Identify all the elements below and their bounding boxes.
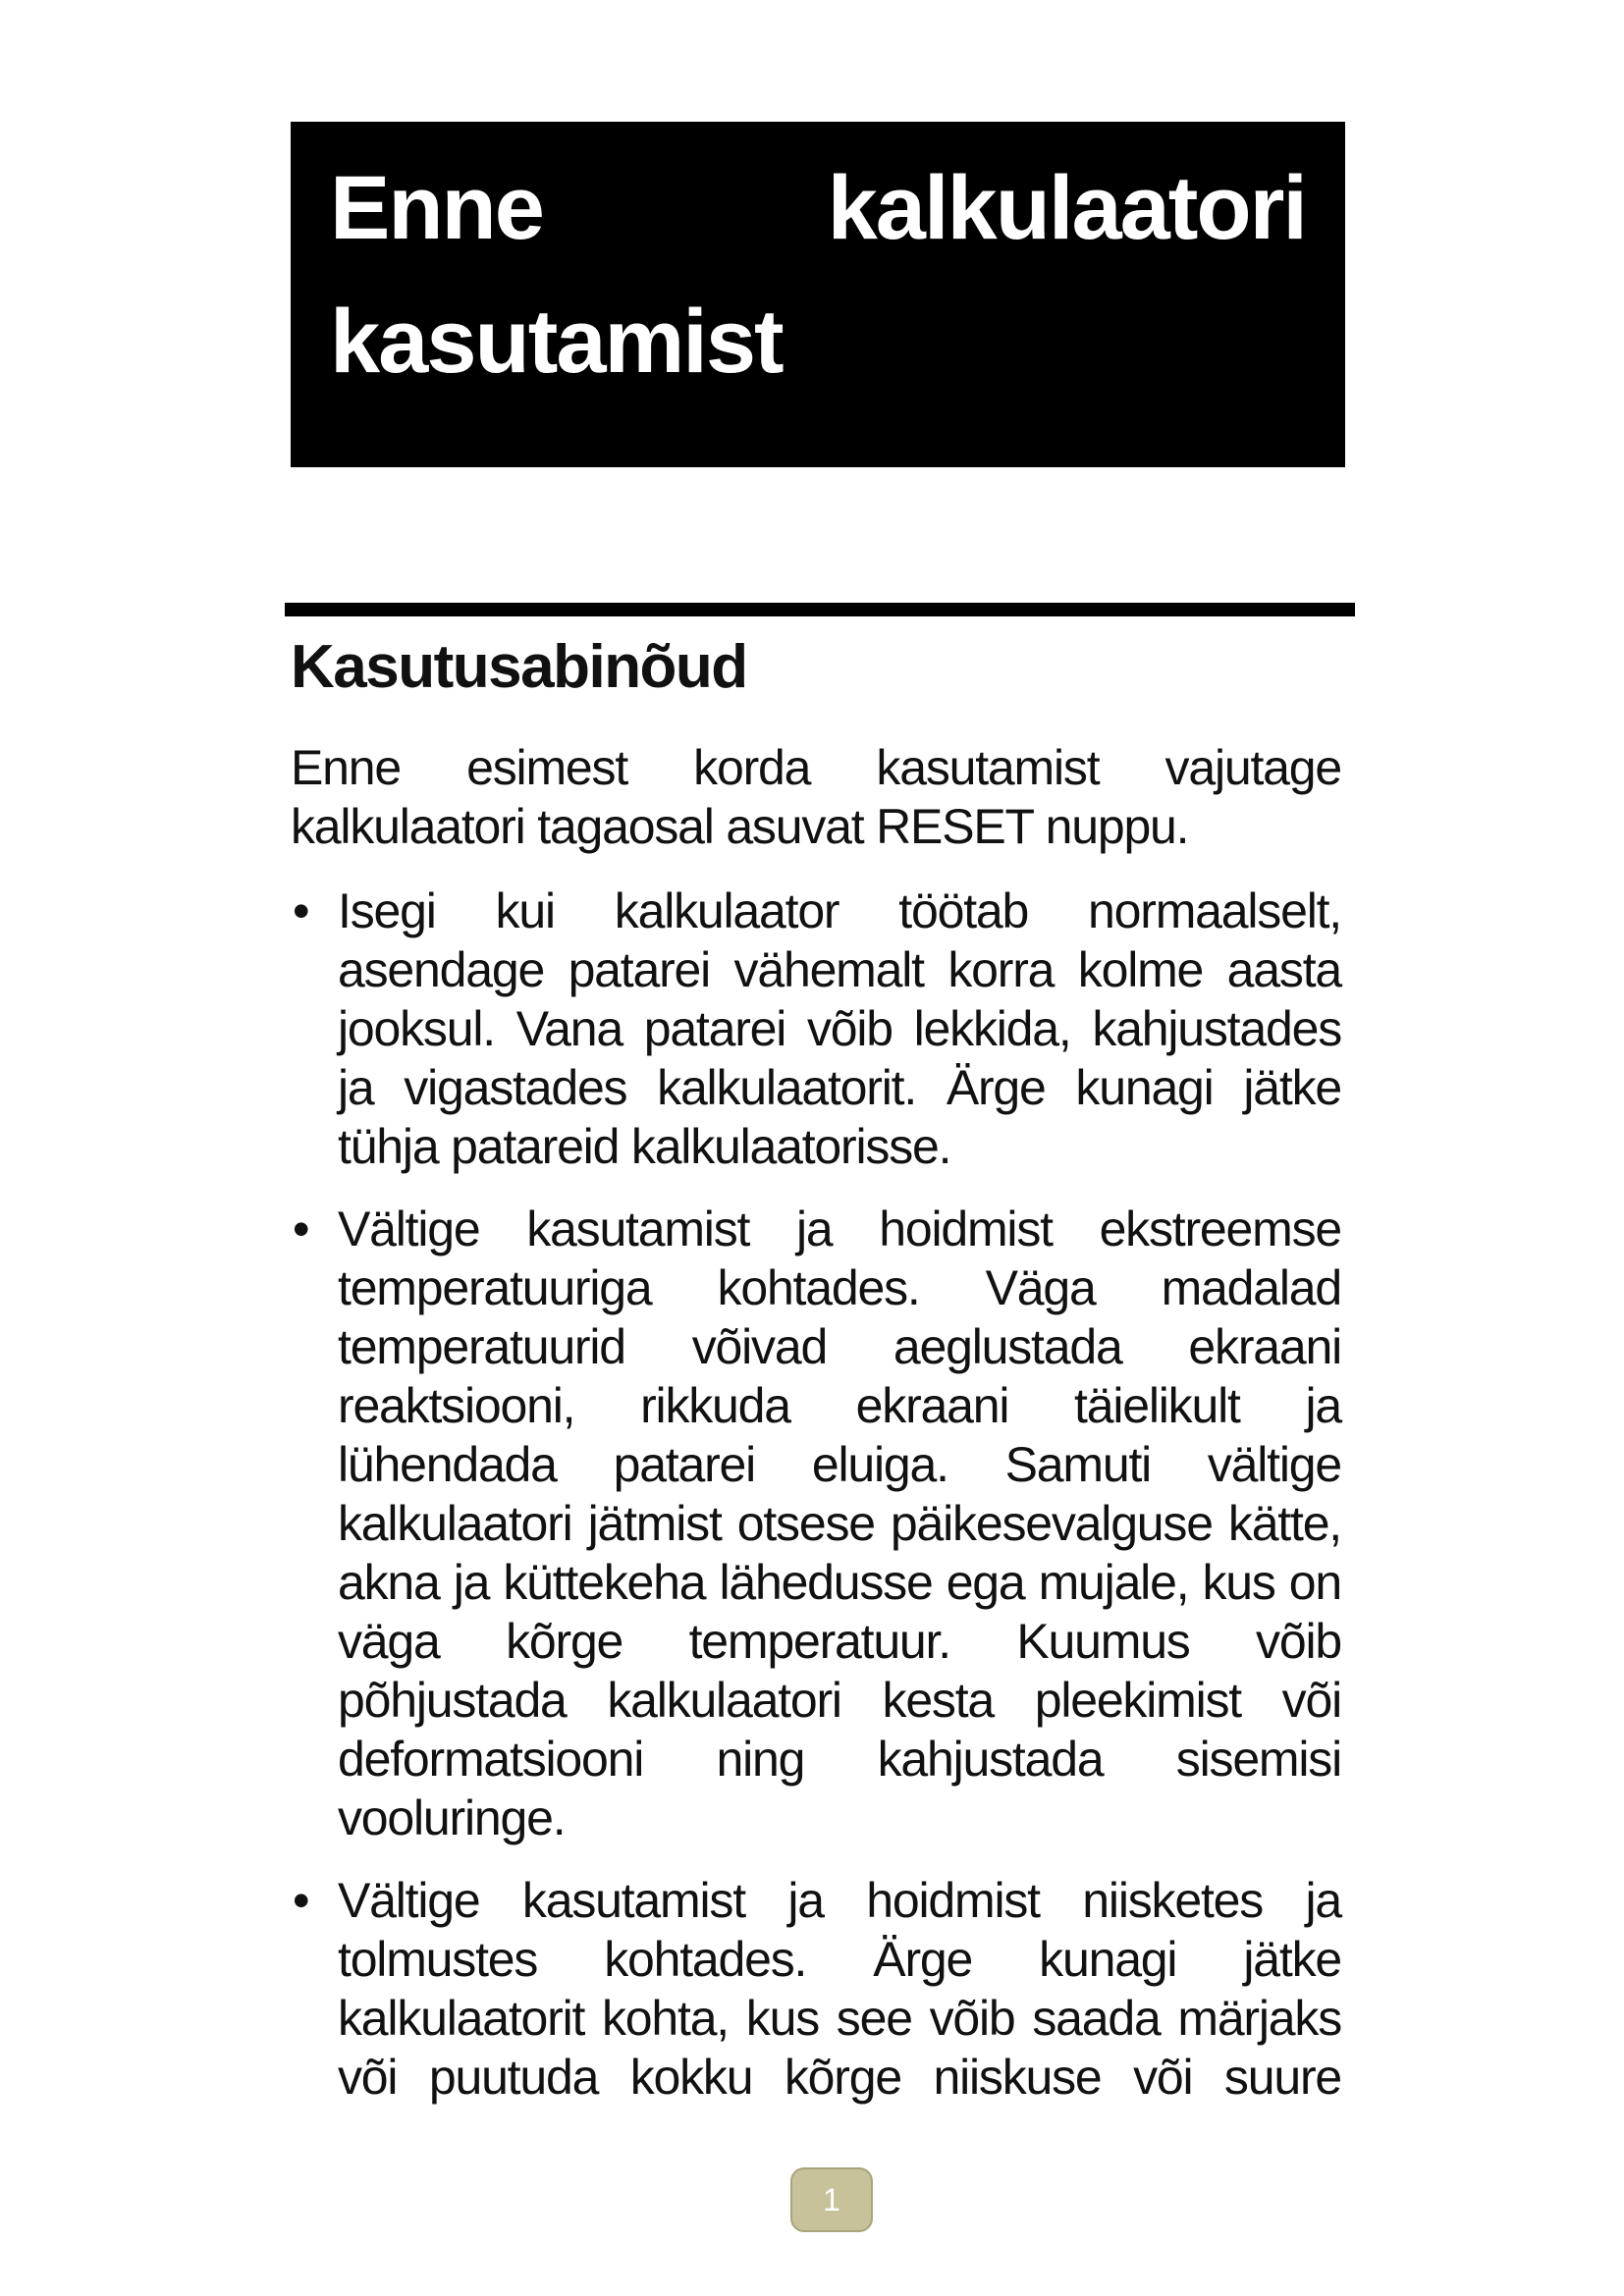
list-item xyxy=(291,1200,1341,1847)
section-body xyxy=(291,738,1341,2130)
list-item-text: Vältige kasutamist ja hoidmist ekstreemse temperatuuriga kohtades. Väga madalad temperatuurid võivad aeglustada ekraani reaktsiooni, rikkuda ekraani täielikult ja lühendada patarei eluiga. Samuti vältige kalkulaatori jätmist otsese päikesevalguse kätte, akna ja küttekeha lähedusse ega mujale, kus on väga kõrge temperatuur. Kuumus võib põhjustada kalkulaatori kesta pleekimist või deformatsiooni ning kahjustada sisemisi vooluringe. xyxy=(338,1201,1341,1845)
precautions-list xyxy=(291,881,1341,2107)
section-divider xyxy=(285,603,1355,616)
list-item-text: Vältige kasutamist ja hoidmist niisketes ja tolmustes kohtades. Ärge kunagi jätke kalkulaatorit kohta, kus see võib saada märjaks või puutuda kokku kõrge niiskuse või suure xyxy=(338,1873,1341,2105)
bullet-icon: • xyxy=(293,1201,309,1256)
title-block xyxy=(291,122,1345,467)
bullet-icon: • xyxy=(293,1873,309,1928)
intro-paragraph: Enne esimest korda kasutamist vajutage kalkulaatori tagaosal asuvat RESET nuppu. xyxy=(291,740,1341,854)
list-item xyxy=(291,1871,1341,2107)
list-item-text: Isegi kui kalkulaator töötab normaalselt, asendage patarei vähemalt korra kolme aasta jooksul. Vana patarei võib lekkida, kahjustades ja vigastades kalkulaatorit. Ärge kunagi jätke tühja patareid kalkulaatorisse. xyxy=(338,883,1341,1174)
page-number-badge: 1 xyxy=(790,2167,873,2232)
list-item xyxy=(291,881,1341,1176)
bullet-icon: • xyxy=(293,883,309,938)
page-title: Enne kalkulaatori kasutamist xyxy=(330,158,1306,392)
section-heading: Kasutusabinõud xyxy=(291,633,747,701)
